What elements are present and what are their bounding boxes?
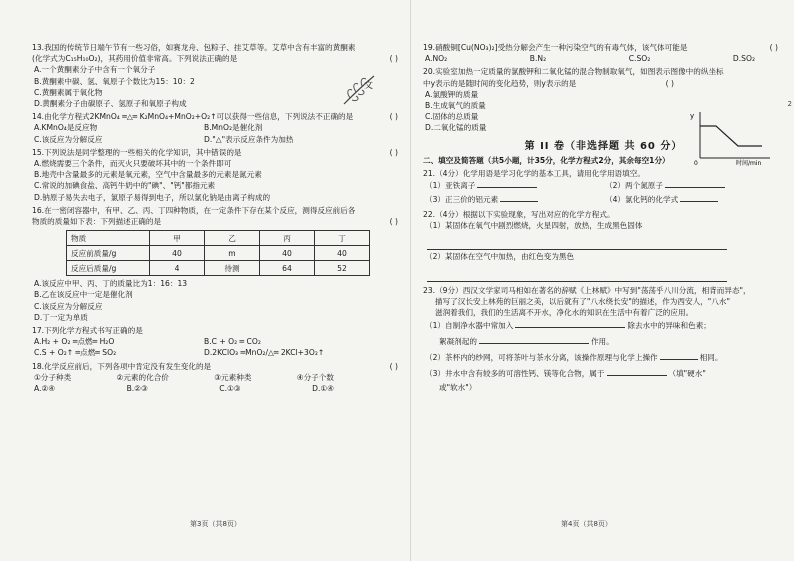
q19-option-c: C.SO₂: [628, 54, 651, 64]
q22-answer-line-1[interactable]: [423, 231, 784, 251]
graph-x-label: 时间/min: [736, 160, 762, 166]
q21-row2: （3）正三价的铝元素 （4）氯化钙的化学式: [423, 193, 784, 207]
q16-stem-cont: 物质的质量如下表：下列描述正确的是 ( ): [32, 217, 398, 227]
table-cell: 待测: [205, 261, 260, 276]
q13-option-d: D.黄酮素分子由碳原子、氢原子和氧原子构成: [34, 99, 187, 109]
q22-item-2: （2）某固体在空气中加热，由红色变为黑色: [425, 252, 575, 262]
q14-options-cd: C.该反应为分解反应 D."△"表示反应条件为加热: [34, 134, 294, 144]
q16-option-d: D.丁一定为单质: [34, 312, 88, 322]
q13-option-b: B.黄酮素中碳、氢、氧原子个数比为15：10：2: [34, 76, 195, 86]
table-cell: 40: [260, 246, 315, 261]
q16-option-c: C.该反应为分解反应: [34, 301, 103, 311]
table-cell: 64: [260, 261, 315, 276]
q18-stem: 18.化学反应前后，下列各项中肯定没有发生变化的是 ( ): [32, 361, 398, 371]
graph-origin: 0: [694, 160, 698, 166]
table-cell: 反应前质量/g: [67, 246, 150, 261]
q20-option-b: B.生成氧气的质量: [425, 101, 486, 111]
q15-option-d: D.钠原子易失去电子，氯原子易得到电子，所以氯化钠是由离子构成的: [34, 192, 271, 202]
stamp-text: 文: [364, 81, 374, 91]
table-cell: 物质: [67, 231, 150, 246]
q18-option-b: B.②③: [126, 384, 148, 394]
q18-option-c: C.①③: [219, 384, 241, 394]
q18-item-1: ①分子种类: [34, 372, 72, 382]
q22-stem: 22.（4分）根据以下实验现象，写出对应的化学方程式。: [423, 210, 615, 220]
table-cell: m: [205, 246, 260, 261]
q21-stem: 21.（4分）化学用语是学习化学的基本工具，请用化学用语填空。: [423, 168, 645, 178]
q20-answer-paren: ( ): [665, 78, 674, 88]
q13-stem-cont: (化学式为C₁₅H₁₀O₂)，其药用价值非常高。下列说法正确的是 ( ): [32, 54, 398, 64]
table-row: [67, 246, 370, 261]
section-title: 第 II 卷（非选择题 共 60 分）: [524, 140, 683, 152]
table-cell: 52: [315, 261, 370, 276]
q23-sub-1: （1）自制净水器中常加入 除去水中的异味和色素；: [425, 321, 711, 331]
q16-answer-paren: ( ): [389, 217, 398, 227]
q15-stem: 15.下列说法是同学整理的一些相关的化学知识，其中错误的是 ( ): [32, 147, 398, 157]
q20-option-c: C.固体的总质量: [425, 112, 479, 122]
q22-item-1: （1）某固体在氧气中剧烈燃烧，火星四射，放热，生成黑色固体: [425, 221, 643, 231]
q20-stem: 20.实验室加热一定质量的氯酸钾和二氧化锰的混合物制取氧气，如图表示图像中的纵坐标: [423, 67, 724, 77]
q14-stem: 14.由化学方程式2KMnO₄ ═△═ K₂MnO₄+MnO₂+O₂↑可以获得一些信息，下列说法不正确的是 ( ): [32, 112, 398, 122]
q16-mass-table: [66, 230, 370, 276]
mugwort-illustration-icon: [340, 70, 380, 110]
q23-sub-2: （2）茶杯内的纱网，可将茶叶与茶水分离，该操作原理与化学上操作 相同。: [425, 353, 723, 363]
q19-options: [423, 53, 755, 64]
q14-answer-paren: ( ): [389, 112, 398, 122]
q23-sub-1-cont: 絮凝剂起的 作用。: [439, 337, 614, 347]
q17-options-ab: A.H₂ + O₂ ═点燃═ H₂O B.C + O₂ ═ CO₂: [34, 337, 261, 347]
part2-heading: 二、填空及简答题（共5小题，计35分，化学方程式2分，其余每空1分）: [423, 155, 670, 165]
table-cell: 反应后质量/g: [67, 261, 150, 276]
q13-option-a: A.一个黄酮素分子中含有一个氧分子: [34, 65, 156, 75]
q20-option-a: A.氯酸钾的质量: [425, 89, 479, 99]
q20-stem-cont: 中y表示的是随时间的变化趋势，则y表示的是 ( ): [423, 78, 674, 88]
graph-y-label: y: [690, 112, 695, 120]
q16-option-a: A.该反应中甲、丙、丁的质量比为1：16：13: [34, 279, 188, 289]
q13-answer-paren: ( ): [389, 54, 398, 64]
q19-answer-paren: ( ): [769, 43, 778, 52]
graph-curve: [700, 126, 762, 146]
q18-item-3: ③元素种类: [214, 372, 252, 382]
right-page: [410, 0, 794, 561]
q20-option-d: D.二氧化锰的质量: [425, 123, 487, 133]
q16-option-b: B.乙在该反应中一定是催化剂: [34, 290, 133, 300]
q15-answer-paren: ( ): [389, 147, 398, 157]
q18-answer-paren: ( ): [389, 361, 398, 371]
q15-option-b: B.地壳中含量最多的元素是氧元素，空气中含量最多的元素是氮元素: [34, 170, 262, 180]
table-cell: 甲: [150, 231, 205, 246]
q23-stem-3: 滋润着我们，我们的生活离不开水，净化水的知识在生活中有着广泛的应用。: [435, 308, 694, 318]
q15-option-c: C.常说的加碘食盐、高钙牛奶中的"碘"、"钙"都指元素: [34, 181, 216, 191]
table-row: [67, 231, 370, 246]
page-number-left: 第3页（共8页）: [190, 520, 241, 528]
edge-mark: 2: [787, 100, 792, 108]
q15-option-a: A.燃烧需要三个条件，而灭火只要破坏其中的一个条件即可: [34, 159, 232, 169]
q17-stem: 17.下列化学方程式书写正确的是: [32, 326, 143, 336]
q19-option-a: A.NO₂: [425, 54, 448, 64]
q18-option-d: D.①④: [312, 384, 334, 394]
q23-stem-1: 23.（9分）西汉文学家司马相如在著名的辞赋《上林赋》中写到"荡荡乎八川分流，相背而异态"，: [423, 285, 751, 295]
page-number-right: 第4页（共8页）: [561, 520, 612, 528]
q19-option-d: D.SO₂: [732, 54, 755, 64]
table-cell: 丁: [315, 231, 370, 246]
table-cell: 40: [315, 246, 370, 261]
q18-option-a: A.②④: [34, 384, 56, 394]
table-cell: 4: [150, 261, 205, 276]
table-cell: 丙: [260, 231, 315, 246]
table-row: [67, 261, 370, 276]
q22-answer-line-2[interactable]: [423, 263, 784, 283]
q13-option-c: C.黄酮素属于氧化物: [34, 87, 103, 97]
q16-stem: 16.在一密闭容器中，有甲、乙、丙、丁四种物质，在一定条件下存在某个反应，测得反应前后各: [32, 205, 356, 215]
q23-sub-3: （3）井水中含有较多的可溶性钙、镁等化合物，属于 （填"硬水": [425, 369, 706, 379]
q18-items: [32, 372, 334, 383]
table-cell: 40: [150, 246, 205, 261]
q18-options: [32, 383, 334, 394]
q17-options-cd: C.S + O₂↑ ═点燃═ SO₂ D.2KClO₃ ═MnO₂/△═ 2KCl+3O₂↑: [34, 348, 325, 358]
table-cell: 乙: [205, 231, 260, 246]
q23-sub-3-cont: 或"软水"）: [439, 383, 477, 393]
q18-item-2: ②元素的化合价: [116, 372, 169, 382]
q14-options-ab: A.KMnO₄是反应物 B.MnO₂是催化剂: [34, 123, 263, 133]
q18-item-4: ④分子个数: [296, 372, 334, 382]
q13-stem: 13.我国的传统节日端午节有一些习俗，如赛龙舟、包粽子、挂艾草等。艾草中含有丰富的黄酮素: [32, 43, 356, 52]
q20-graph: [686, 108, 776, 166]
q23-stem-2: 描写了汉长安上林苑的巨丽之美，以后就有了"八水绕长安"的描述，作为西安人，"八水": [435, 296, 730, 306]
q19-stem: 19.硝酸铜[Cu(NO₃)₂]受热分解会产生一种污染空气的有毒气体，该气体可能是 ( ): [423, 43, 778, 52]
q21-row1: （1）亚铁离子 （2）两个氮原子: [423, 179, 784, 193]
q19-option-b: B.N₂: [529, 54, 547, 64]
